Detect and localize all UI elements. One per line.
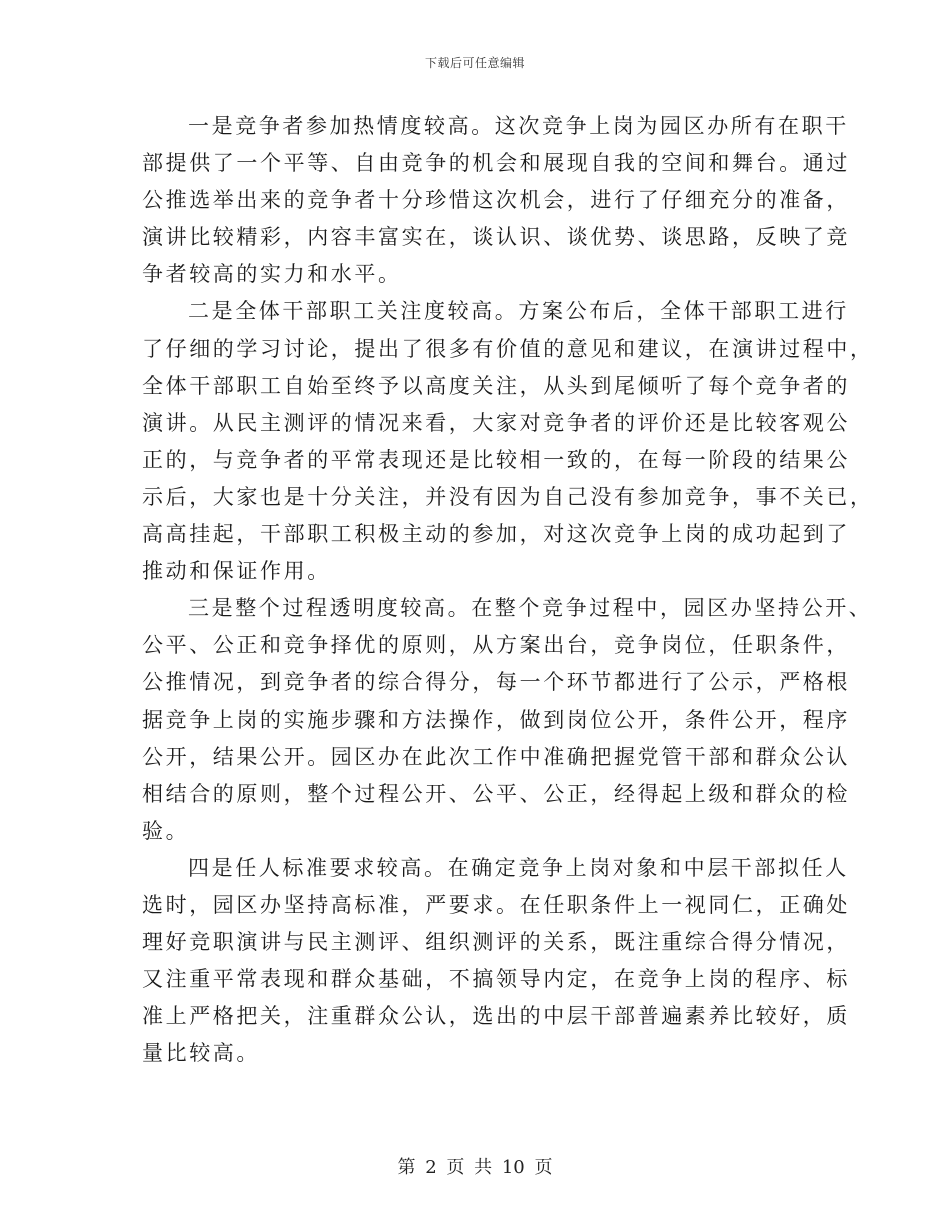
paragraph-3-line-3: 公推情况，到竞争者的综合得分，每一个环节都进行了公示，严格根 xyxy=(142,670,850,695)
paragraph-1-line-1: 一是竞争者参加热情度较高。这次竞争上岗为园区办所有在职干 xyxy=(188,114,849,138)
document-body xyxy=(142,108,874,1072)
paragraph-4-line-5: 准上严格把关，注重群众公认，选出的中层干部普遍素养比较好，质 xyxy=(142,1004,850,1029)
paragraph-2-line-6: 示后，大家也是十分关注，并没有因为自己没有参加竞争，事不关已， xyxy=(142,484,874,509)
paragraph-1-line-4: 演讲比较精彩，内容丰富实在，谈认识、谈优势、谈思路，反映了竞 xyxy=(142,225,850,250)
paragraph-2-line-7: 高高挂起，干部职工积极主动的参加，对这次竞争上岗的成功起到了 xyxy=(142,522,850,547)
paragraph-2-line-8: 推动和保证作用。 xyxy=(142,559,331,584)
paragraph-4-line-2: 选时，园区办坚持高标准，严要求。在任职条件上一视同仁，正确处 xyxy=(142,892,850,917)
paragraph-1-line-5: 争者较高的实力和水平。 xyxy=(142,262,402,287)
paragraph-2-line-2: 了仔细的学习讨论，提出了很多有价值的意见和建议，在演讲过程中， xyxy=(142,336,874,361)
paragraph-3-line-2: 公平、公正和竞争择优的原则，从方案出台，竞争岗位，任职条件， xyxy=(142,633,850,658)
paragraph-2-line-5: 正的，与竞争者的平常表现还是比较相一致的，在每一阶段的结果公 xyxy=(142,447,850,472)
paragraph-2-line-4: 演讲。从民主测评的情况来看，大家对竞争者的评价还是比较客观公 xyxy=(142,410,850,435)
paragraph-3-line-5: 公开，结果公开。园区办在此次工作中准确把握党管干部和群众公认 xyxy=(142,744,850,769)
paragraph-3-line-1: 三是整个过程透明度较高。在整个竞争过程中，园区办坚持公开、 xyxy=(188,596,873,621)
paragraph-2-line-3: 全体干部职工自始至终予以高度关注，从头到尾倾听了每个竞争者的 xyxy=(142,373,850,398)
paragraph-2-line-1: 二是全体干部职工关注度较高。方案公布后，全体干部职工进行 xyxy=(188,299,849,324)
paragraph-1-line-3: 公推选举出来的竞争者十分珍惜这次机会，进行了仔细充分的准备， xyxy=(142,188,850,213)
paragraph-4-line-3: 理好竞职演讲与民主测评、组织测评的关系，既注重综合得分情况， xyxy=(142,930,850,955)
page-header-note: 下载后可任意编辑 xyxy=(424,56,525,70)
paragraph-4-line-4: 又注重平常表现和群众基础，不搞领导内定，在竞争上岗的程序、标 xyxy=(142,967,850,992)
paragraph-3-line-7: 验。 xyxy=(142,818,190,843)
paragraph-4-line-6: 量比较高。 xyxy=(142,1041,260,1066)
paragraph-3-line-4: 据竞争上岗的实施步骤和方法操作，做到岗位公开，条件公开，程序 xyxy=(142,707,850,732)
paragraph-1-line-2: 部提供了一个平等、自由竞争的机会和展现自我的空间和舞台。通过 xyxy=(142,151,850,176)
paragraph-4-line-1: 四是任人标准要求较高。在确定竞争上岗对象和中层干部拟任人 xyxy=(188,855,849,880)
paragraph-3-line-6: 相结合的原则，整个过程公开、公平、公正，经得起上级和群众的检 xyxy=(142,781,850,806)
page-number: 第 2 页 共 10 页 xyxy=(397,1157,553,1178)
